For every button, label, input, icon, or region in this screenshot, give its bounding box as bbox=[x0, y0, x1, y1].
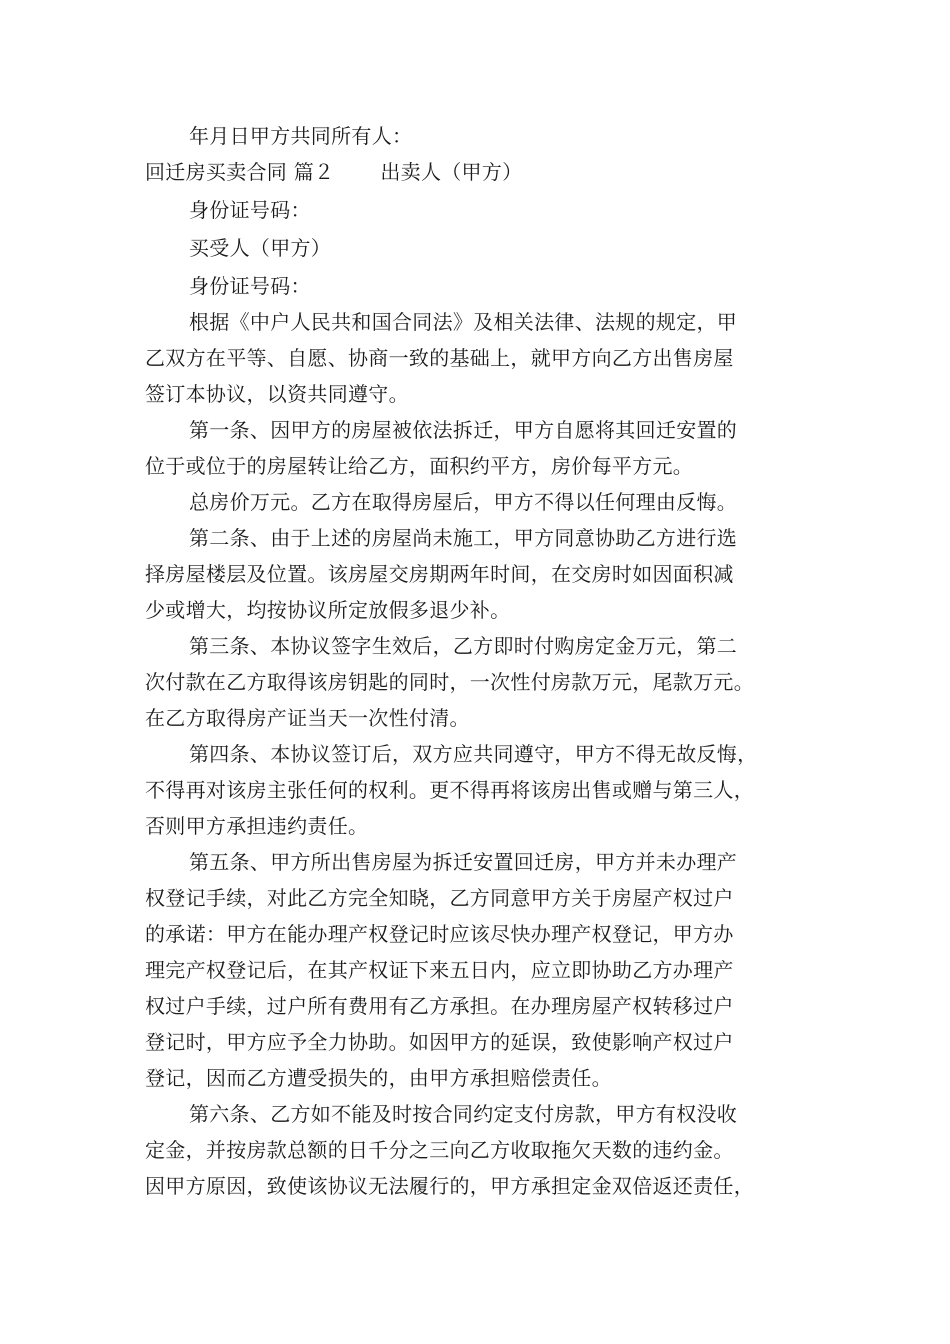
paragraph-article-3 bbox=[145, 628, 825, 736]
paragraph-line: 根据《中户人民共和国合同法》及相关法律、法规的规定，甲 bbox=[189, 310, 738, 334]
paragraph-line: 定金，并按房款总额的日千分之三向乙方收取拖欠天数的违约金。 bbox=[145, 1138, 734, 1162]
paragraph-line: 第一条、因甲方的房屋被依法拆迁，甲方自愿将其回迁安置的 bbox=[189, 418, 738, 442]
document-body bbox=[145, 118, 825, 1204]
paragraph-preamble bbox=[145, 304, 825, 412]
paragraph-line: 不得再对该房主张任何的权利。更不得再将该房出售或赠与第三人， bbox=[145, 778, 754, 802]
paragraph-line: 位于或位于的房屋转让给乙方，面积约平方，房价每平方元。 bbox=[145, 454, 694, 478]
seller-label: 出卖人（甲方） bbox=[380, 160, 523, 184]
paragraph-line: 登记，因而乙方遭受损失的，由甲方承担赔偿责任。 bbox=[145, 1066, 612, 1090]
id-number-field: 身份证号码： bbox=[189, 198, 311, 222]
paragraph-line: 择房屋楼层及位置。该房屋交房期两年时间，在交房时如因面积减 bbox=[145, 562, 734, 586]
paragraph-line: 少或增大，均按协议所定放假多退少补。 bbox=[145, 598, 511, 622]
paragraph-total-price bbox=[145, 484, 825, 520]
header-line: 年月日甲方共同所有人： bbox=[189, 124, 413, 148]
paragraph-line: 第四条、本协议签订后，双方应共同遵守，甲方不得无故反悔， bbox=[189, 742, 758, 766]
paragraph-article-6 bbox=[145, 1096, 825, 1204]
paragraph-line: 第五条、甲方所出售房屋为拆迁安置回迁房，甲方并未办理产 bbox=[189, 850, 738, 874]
paragraph-line: 在乙方取得房产证当天一次性付清。 bbox=[145, 706, 470, 730]
paragraph-line: 因甲方原因，致使该协议无法履行的，甲方承担定金双倍返还责任， bbox=[145, 1174, 754, 1198]
paragraph-line: 总房价万元。乙方在取得房屋后，甲方不得以任何理由反悔。 bbox=[189, 490, 738, 514]
paragraph-line: 第三条、本协议签字生效后，乙方即时付购房定金万元，第二 bbox=[189, 634, 738, 658]
paragraph-line: 的承诺：甲方在能办理产权登记时应该尽快办理产权登记，甲方办 bbox=[145, 922, 734, 946]
paragraph-line: 第六条、乙方如不能及时按合同约定支付房款，甲方有权没收 bbox=[189, 1102, 738, 1126]
paragraph-article-4 bbox=[145, 736, 825, 844]
id-number-field: 身份证号码： bbox=[189, 274, 311, 298]
buyer-label: 买受人（甲方） bbox=[189, 236, 332, 260]
paragraph-line: 登记时，甲方应予全力协助。如因甲方的延误，致使影响产权过户 bbox=[145, 1030, 734, 1054]
paragraph-line: 签订本协议，以资共同遵守。 bbox=[145, 382, 409, 406]
paragraph-line: 权过户手续，过户所有费用有乙方承担。在办理房屋产权转移过户 bbox=[145, 994, 734, 1018]
paragraph-line: 第二条、由于上述的房屋尚未施工，甲方同意协助乙方进行选 bbox=[189, 526, 738, 550]
document-title: 回迁房买卖合同 篇２ bbox=[145, 160, 335, 184]
paragraph-article-2 bbox=[145, 520, 825, 628]
paragraph-line: 次付款在乙方取得该房钥匙的同时，一次性付房款万元，尾款万元。 bbox=[145, 670, 754, 694]
paragraph-line: 权登记手续，对此乙方完全知晓，乙方同意甲方关于房屋产权过户 bbox=[145, 886, 734, 910]
paragraph-line: 乙双方在平等、自愿、协商一致的基础上，就甲方向乙方出售房屋 bbox=[145, 346, 734, 370]
paragraph-article-1 bbox=[145, 412, 825, 484]
paragraph-line: 理完产权登记后，在其产权证下来五日内，应立即协助乙方办理产 bbox=[145, 958, 734, 982]
title-line bbox=[145, 154, 825, 190]
paragraph-line: 否则甲方承担违约责任。 bbox=[145, 814, 369, 838]
paragraph-article-5 bbox=[145, 844, 825, 1096]
